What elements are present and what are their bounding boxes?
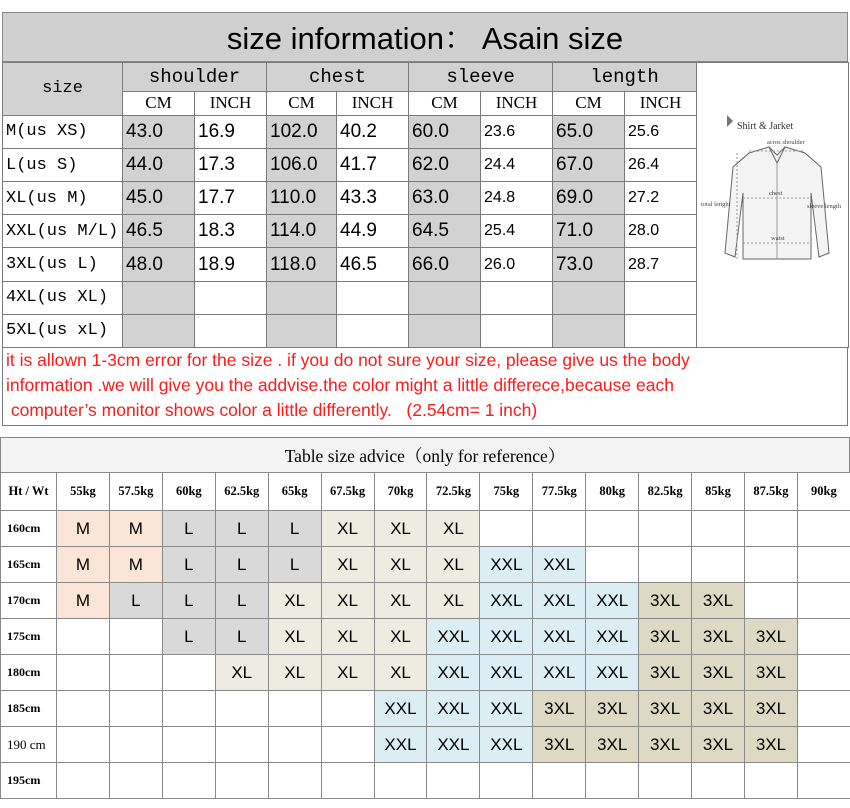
size-value-cell: 48.0 xyxy=(123,248,195,281)
recommended-size-cell: L xyxy=(215,583,268,619)
weight-header-row xyxy=(1,473,850,511)
recommended-size-cell xyxy=(321,691,374,727)
recommended-size-cell: XL xyxy=(374,583,427,619)
size-value-cell xyxy=(337,314,409,347)
height-header: 180cm xyxy=(1,655,57,691)
recommended-size-cell: 3XL xyxy=(639,691,692,727)
recommended-size-cell xyxy=(109,655,162,691)
recommended-size-cell xyxy=(109,727,162,763)
height-header: 175cm xyxy=(1,619,57,655)
recommended-size-cell: 3XL xyxy=(639,727,692,763)
size-value-cell xyxy=(409,281,481,314)
recommended-size-cell xyxy=(215,763,268,799)
recommended-size-cell: XL xyxy=(321,511,374,547)
recommended-size-cell: XXL xyxy=(480,655,533,691)
group-header-sleeve: sleeve xyxy=(409,63,553,92)
size-value-cell: 106.0 xyxy=(267,149,337,182)
recommended-size-cell: XXL xyxy=(586,619,639,655)
recommended-size-cell: XL xyxy=(321,583,374,619)
size-value-cell: 41.7 xyxy=(337,149,409,182)
diagram-label-waist: waist xyxy=(771,235,785,242)
recommended-size-cell xyxy=(215,727,268,763)
size-value-cell: 25.6 xyxy=(625,115,697,148)
size-value-cell: 18.3 xyxy=(195,215,267,248)
recommended-size-cell: XXL xyxy=(427,619,480,655)
note-line: computer’s monitor shows color a little differently. (2.54cm= 1 inch) xyxy=(6,400,538,420)
recommended-size-cell: 3XL xyxy=(692,691,745,727)
weight-header: 80kg xyxy=(586,473,639,511)
size-value-cell xyxy=(409,314,481,347)
recommended-size-cell: XL xyxy=(374,619,427,655)
recommended-size-cell: XL xyxy=(427,583,480,619)
recommended-size-cell: XXL xyxy=(480,619,533,655)
recommended-size-cell: L xyxy=(162,547,215,583)
recommended-size-cell xyxy=(744,583,797,619)
recommended-size-cell xyxy=(586,511,639,547)
unit-header: INCH xyxy=(625,92,697,116)
weight-header: 77.5kg xyxy=(533,473,586,511)
recommended-size-cell: XL xyxy=(321,655,374,691)
size-chart-table xyxy=(2,62,849,348)
recommended-size-cell xyxy=(109,619,162,655)
size-value-cell: 64.5 xyxy=(409,215,481,248)
recommended-size-cell xyxy=(533,763,586,799)
weight-header: 65kg xyxy=(268,473,321,511)
recommended-size-cell xyxy=(57,763,110,799)
size-value-cell: 67.0 xyxy=(553,149,625,182)
size-value-cell xyxy=(625,281,697,314)
height-row xyxy=(1,727,850,763)
size-value-cell xyxy=(625,314,697,347)
recommended-size-cell: XL xyxy=(268,583,321,619)
size-value-cell: 26.0 xyxy=(481,248,553,281)
recommended-size-cell: 3XL xyxy=(533,691,586,727)
size-name-cell: 4XL(us XL) xyxy=(3,281,123,314)
recommended-size-cell: XL xyxy=(427,547,480,583)
recommended-size-cell xyxy=(744,511,797,547)
recommended-size-cell: M xyxy=(109,547,162,583)
size-value-cell: 63.0 xyxy=(409,182,481,215)
recommended-size-cell xyxy=(162,763,215,799)
group-header-length: length xyxy=(553,63,697,92)
recommended-size-cell: XL xyxy=(321,619,374,655)
recommended-size-cell xyxy=(586,763,639,799)
size-value-cell: 44.9 xyxy=(337,215,409,248)
recommended-size-cell xyxy=(268,727,321,763)
size-name-cell: XXL(us M/L) xyxy=(3,215,123,248)
recommended-size-cell xyxy=(480,511,533,547)
recommended-size-cell xyxy=(797,763,850,799)
recommended-size-cell: XL xyxy=(321,547,374,583)
recommended-size-cell: 3XL xyxy=(586,727,639,763)
size-value-cell: 28.7 xyxy=(625,248,697,281)
recommended-size-cell: XL xyxy=(215,655,268,691)
recommended-size-cell xyxy=(427,763,480,799)
recommended-size-cell: XXL xyxy=(374,727,427,763)
recommended-size-cell: XXL xyxy=(533,583,586,619)
weight-header: 57.5kg xyxy=(109,473,162,511)
recommended-size-cell: XL xyxy=(374,547,427,583)
size-advice-section xyxy=(0,437,850,799)
size-information-section xyxy=(2,12,848,426)
height-row xyxy=(1,619,850,655)
recommended-size-cell xyxy=(639,547,692,583)
group-header-shoulder: shoulder xyxy=(123,63,267,92)
size-information-title: size information： Asain size xyxy=(2,12,848,62)
height-header: 165cm xyxy=(1,547,57,583)
recommended-size-cell xyxy=(797,655,850,691)
size-value-cell: 40.2 xyxy=(337,115,409,148)
recommended-size-cell: 3XL xyxy=(692,655,745,691)
recommended-size-cell xyxy=(744,763,797,799)
recommended-size-cell xyxy=(109,763,162,799)
recommended-size-cell: XXL xyxy=(586,655,639,691)
recommended-size-cell: 3XL xyxy=(533,727,586,763)
recommended-size-cell xyxy=(797,619,850,655)
recommended-size-cell xyxy=(268,691,321,727)
recommended-size-cell: M xyxy=(57,511,110,547)
recommended-size-cell: XXL xyxy=(480,727,533,763)
height-header: 160cm xyxy=(1,511,57,547)
size-value-cell xyxy=(123,314,195,347)
shirt-diagram-image xyxy=(697,63,849,341)
size-value-cell xyxy=(123,281,195,314)
recommended-size-cell xyxy=(268,763,321,799)
recommended-size-cell xyxy=(692,547,745,583)
diagram-label-length: total lenght xyxy=(701,201,731,208)
recommended-size-cell: XL xyxy=(374,511,427,547)
unit-header: CM xyxy=(553,92,625,116)
diagram-label-sleeve: sleeve length xyxy=(807,203,842,210)
height-row xyxy=(1,655,850,691)
recommended-size-cell xyxy=(57,727,110,763)
weight-header: 67.5kg xyxy=(321,473,374,511)
size-value-cell xyxy=(481,314,553,347)
size-value-cell xyxy=(195,281,267,314)
recommended-size-cell: M xyxy=(57,583,110,619)
size-value-cell: 26.4 xyxy=(625,149,697,182)
size-value-cell: 44.0 xyxy=(123,149,195,182)
recommended-size-cell: 3XL xyxy=(744,655,797,691)
size-name-cell: 3XL(us L) xyxy=(3,248,123,281)
size-value-cell: 16.9 xyxy=(195,115,267,148)
size-value-cell: 17.3 xyxy=(195,149,267,182)
recommended-size-cell: L xyxy=(162,583,215,619)
recommended-size-cell xyxy=(215,691,268,727)
recommended-size-cell: XL xyxy=(268,655,321,691)
diagram-label-shoulder: acros shoulder xyxy=(767,139,805,146)
size-advice-table xyxy=(0,472,850,799)
recommended-size-cell: L xyxy=(215,619,268,655)
size-value-cell: 118.0 xyxy=(267,248,337,281)
height-row xyxy=(1,583,850,619)
size-value-cell: 43.3 xyxy=(337,182,409,215)
recommended-size-cell xyxy=(57,655,110,691)
size-value-cell: 24.8 xyxy=(481,182,553,215)
unit-header: INCH xyxy=(481,92,553,116)
recommended-size-cell xyxy=(639,763,692,799)
group-header-chest: chest xyxy=(267,63,409,92)
size-value-cell: 71.0 xyxy=(553,215,625,248)
recommended-size-cell xyxy=(692,763,745,799)
recommended-size-cell: 3XL xyxy=(744,727,797,763)
recommended-size-cell: XXL xyxy=(480,691,533,727)
size-value-cell: 28.0 xyxy=(625,215,697,248)
size-name-cell: 5XL(us xL) xyxy=(3,314,123,347)
unit-header: CM xyxy=(267,92,337,116)
size-value-cell: 17.7 xyxy=(195,182,267,215)
recommended-size-cell xyxy=(797,511,850,547)
size-value-cell: 66.0 xyxy=(409,248,481,281)
unit-header: CM xyxy=(123,92,195,116)
recommended-size-cell xyxy=(744,547,797,583)
recommended-size-cell: XL xyxy=(427,511,480,547)
recommended-size-cell: L xyxy=(109,583,162,619)
height-row xyxy=(1,547,850,583)
weight-header: 82.5kg xyxy=(639,473,692,511)
recommended-size-cell: 3XL xyxy=(639,655,692,691)
recommended-size-cell: XXL xyxy=(374,691,427,727)
recommended-size-cell: L xyxy=(268,547,321,583)
height-header: 190 cm xyxy=(1,727,57,763)
recommended-size-cell: XXL xyxy=(480,547,533,583)
size-value-cell: 114.0 xyxy=(267,215,337,248)
recommended-size-cell xyxy=(162,727,215,763)
weight-header: 55kg xyxy=(57,473,110,511)
recommended-size-cell: 3XL xyxy=(692,727,745,763)
recommended-size-cell: 3XL xyxy=(639,583,692,619)
recommended-size-cell xyxy=(321,763,374,799)
recommended-size-cell xyxy=(533,511,586,547)
recommended-size-cell: XL xyxy=(374,655,427,691)
recommended-size-cell: XL xyxy=(268,619,321,655)
weight-header: 62.5kg xyxy=(215,473,268,511)
recommended-size-cell: XXL xyxy=(480,583,533,619)
size-column-header: size xyxy=(3,63,123,116)
recommended-size-cell: L xyxy=(162,511,215,547)
recommended-size-cell: M xyxy=(109,511,162,547)
note-line: information .we will give you the addvise.the color might a little differece,because each xyxy=(6,375,674,395)
corner-header: Ht / Wt xyxy=(1,473,57,511)
weight-header: 85kg xyxy=(692,473,745,511)
recommended-size-cell xyxy=(109,691,162,727)
weight-header: 70kg xyxy=(374,473,427,511)
recommended-size-cell xyxy=(692,511,745,547)
size-value-cell: 23.6 xyxy=(481,115,553,148)
height-row xyxy=(1,691,850,727)
size-name-cell: L(us S) xyxy=(3,149,123,182)
shirt-measurement-diagram xyxy=(697,63,849,348)
weight-header: 87.5kg xyxy=(744,473,797,511)
weight-header: 75kg xyxy=(480,473,533,511)
size-value-cell: 65.0 xyxy=(553,115,625,148)
size-name-cell: XL(us M) xyxy=(3,182,123,215)
size-error-note xyxy=(2,348,848,426)
recommended-size-cell xyxy=(586,547,639,583)
recommended-size-cell: L xyxy=(268,511,321,547)
diagram-label-chest: chest xyxy=(769,190,783,197)
recommended-size-cell xyxy=(797,727,850,763)
size-value-cell: 69.0 xyxy=(553,182,625,215)
size-advice-title: Table size advice（only for reference） xyxy=(0,437,850,472)
size-value-cell xyxy=(195,314,267,347)
recommended-size-cell: 3XL xyxy=(744,691,797,727)
recommended-size-cell: 3XL xyxy=(639,619,692,655)
size-value-cell xyxy=(267,281,337,314)
size-value-cell: 46.5 xyxy=(123,215,195,248)
size-value-cell: 102.0 xyxy=(267,115,337,148)
size-value-cell: 24.4 xyxy=(481,149,553,182)
height-header: 195cm xyxy=(1,763,57,799)
height-row xyxy=(1,511,850,547)
recommended-size-cell: M xyxy=(57,547,110,583)
recommended-size-cell xyxy=(321,727,374,763)
recommended-size-cell xyxy=(797,547,850,583)
recommended-size-cell xyxy=(374,763,427,799)
unit-header: INCH xyxy=(195,92,267,116)
size-value-cell xyxy=(337,281,409,314)
recommended-size-cell xyxy=(57,619,110,655)
size-value-cell: 62.0 xyxy=(409,149,481,182)
weight-header: 90kg xyxy=(797,473,850,511)
recommended-size-cell xyxy=(639,511,692,547)
recommended-size-cell: 3XL xyxy=(692,583,745,619)
size-value-cell xyxy=(481,281,553,314)
size-value-cell xyxy=(553,314,625,347)
recommended-size-cell: L xyxy=(162,619,215,655)
recommended-size-cell: XXL xyxy=(533,619,586,655)
recommended-size-cell: 3XL xyxy=(586,691,639,727)
recommended-size-cell: L xyxy=(215,511,268,547)
recommended-size-cell: XXL xyxy=(427,655,480,691)
size-name-cell: M(us XS) xyxy=(3,115,123,148)
size-value-cell: 45.0 xyxy=(123,182,195,215)
recommended-size-cell: XXL xyxy=(586,583,639,619)
recommended-size-cell: 3XL xyxy=(744,619,797,655)
recommended-size-cell xyxy=(797,691,850,727)
size-value-cell: 43.0 xyxy=(123,115,195,148)
weight-header: 72.5kg xyxy=(427,473,480,511)
size-value-cell: 60.0 xyxy=(409,115,481,148)
recommended-size-cell xyxy=(162,655,215,691)
recommended-size-cell: XXL xyxy=(427,727,480,763)
recommended-size-cell: XXL xyxy=(427,691,480,727)
size-value-cell: 73.0 xyxy=(553,248,625,281)
recommended-size-cell xyxy=(480,763,533,799)
recommended-size-cell: XXL xyxy=(533,547,586,583)
recommended-size-cell xyxy=(162,691,215,727)
unit-header: CM xyxy=(409,92,481,116)
size-value-cell xyxy=(267,314,337,347)
size-value-cell xyxy=(553,281,625,314)
note-line: it is allown 1-3cm error for the size . if you do not sure your size, please give us the body xyxy=(6,350,690,370)
recommended-size-cell xyxy=(57,691,110,727)
diagram-title: Shirt & Jarket xyxy=(737,121,794,132)
weight-header: 60kg xyxy=(162,473,215,511)
size-value-cell: 27.2 xyxy=(625,182,697,215)
recommended-size-cell xyxy=(797,583,850,619)
recommended-size-cell: 3XL xyxy=(692,619,745,655)
size-value-cell: 25.4 xyxy=(481,215,553,248)
height-header: 185cm xyxy=(1,691,57,727)
height-row xyxy=(1,763,850,799)
unit-header: INCH xyxy=(337,92,409,116)
height-header: 170cm xyxy=(1,583,57,619)
size-value-cell: 46.5 xyxy=(337,248,409,281)
recommended-size-cell: L xyxy=(215,547,268,583)
size-value-cell: 110.0 xyxy=(267,182,337,215)
size-value-cell: 18.9 xyxy=(195,248,267,281)
recommended-size-cell: XXL xyxy=(533,655,586,691)
